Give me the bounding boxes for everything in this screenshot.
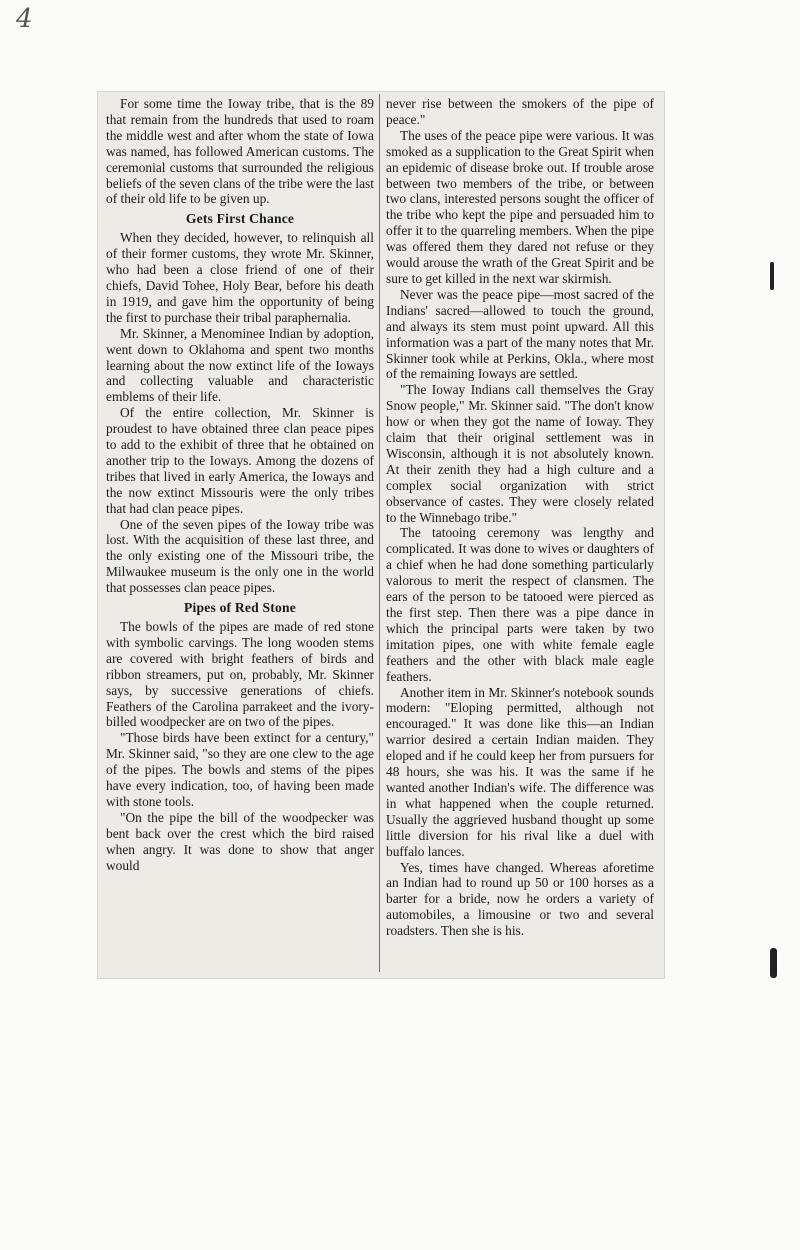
- paragraph: The bowls of the pipes are made of red stone with symbolic carvings. The long wooden stems are covered with bright feathers of birds and ribbon streamers, put on, probably, Mr. Skinner says, by successive generations of chiefs. Feathers of the Carolina parrakeet and the ivory-billed woodpecker are on two of the pipes.: [106, 619, 374, 730]
- newspaper-clipping: [98, 92, 664, 978]
- paragraph: Mr. Skinner, a Menominee Indian by adoption, went down to Oklahoma and spent two months learning about the now extinct life of the Ioways and collecting valuable and characteristic emblems of their life.: [106, 325, 374, 405]
- paragraph: Another item in Mr. Skinner's notebook sounds modern: "Eloping permitted, although not encouraged." It was done like this—an Indian warrior desired a certain Indian maiden. They eloped and if he could keep her from pursuers for 48 hours, she was his. It was the same if he wanted another Indian's wife. The difference was in what happened when the couple returned. Usually the aggrieved husband thought up some little diversion for his rival like a duel with buffalo lances.: [386, 684, 654, 859]
- page-number: 4: [16, 4, 33, 34]
- binding-mark: [770, 262, 774, 290]
- paragraph: "On the pipe the bill of the woodpecker was bent back over the crest which the bird raised when angry. It was done to show that anger would: [106, 809, 374, 873]
- paragraph: "The Ioway Indians call themselves the Gray Snow people," Mr. Skinner said. "The don't know how or when they got the name of Ioway. They claim that their original settlement was in Wisconsin, although it is not absolutely known. At their zenith they had a high culture and a complex social organization with strict observance of castes. They were closely related to the Winnebago tribe.": [386, 382, 654, 525]
- section-heading: Gets First Chance: [185, 211, 295, 227]
- paragraph: "Those birds have been extinct for a century," Mr. Skinner said, "so they are one clew to the age of the pipes. The bowls and stems of the pipes have every indication, too, of having been made with stone tools.: [106, 730, 374, 809]
- paragraph: When they decided, however, to relinquish all of their former customs, they wrote Mr. Skinner, who had been a close friend of one of their chiefs, David Tohee, Holy Bear, before his death in 1919, and gave him the opportunity of being the first to purchase their tribal paraphernalia.: [106, 230, 374, 325]
- right-column: [386, 96, 654, 939]
- section-heading: Pipes of Red Stone: [184, 600, 296, 616]
- paragraph: One of the seven pipes of the Ioway tribe was lost. With the acquisition of these last three, and the only existing one of the Missouri tribe, the Milwaukee museum is the only one in the world that possesses clan peace pipes.: [106, 516, 374, 596]
- left-column: [106, 96, 374, 874]
- paragraph: Of the entire collection, Mr. Skinner is proudest to have obtained three clan peace pipes to add to the exhibit of three that he obtained on another trip to the Ioways. Among the dozens of tribes that lived in early America, the Ioways and the now extinct Missouris were the only tribes that had clan peace pipes.: [106, 405, 374, 516]
- paragraph: Never was the peace pipe—most sacred of the Indians' sacred—allowed to touch the ground, and always its stem must point upward. All this information was a part of the many notes that Mr. Skinner took while at Perkins, Okla., where most of the remaining Ioways are settled.: [386, 286, 654, 382]
- paragraph: The tatooing ceremony was lengthy and complicated. It was done to wives or daughters of a chief when he had done something particularly valorous to merit the respect of clansmen. The ears of the person to be tatooed were pierced as the first step. Then there was a pipe dance in which the principal parts were taken by two imitation pipes, one with white female eagle feathers and the other with black male eagle feathers.: [386, 525, 654, 684]
- paragraph: The uses of the peace pipe were various. It was smoked as a supplication to the Great Spirit when an epidemic of disease broke out. If trouble arose between two members of the tribe, or between two clans, interested persons sought the officer of the tribe who kept the pipe and persuaded him to offer it to the quarreling members. When the pipe was offered them they dared not refuse or they would arouse the wrath of the Great Spirit and be sure to get killed in the next war skirmish.: [386, 127, 654, 286]
- paragraph: For some time the Ioway tribe, that is the 89 that remain from the hundreds that used to roam the middle west and after whom the state of Iowa was named, has followed American customs. The ceremonial customs that surrounded the religious beliefs of the seven clans of the tribe were the last of their old life to be given up.: [106, 96, 374, 207]
- paragraph: never rise between the smokers of the pipe of peace.": [386, 96, 654, 127]
- binding-mark: [770, 948, 777, 978]
- paragraph: Yes, times have changed. Whereas aforetime an Indian had to round up 50 or 100 horses as a barter for a bride, now he orders a variety of automobiles, a limousine or two and several roadsters. Then she is his.: [386, 859, 654, 939]
- column-divider: [379, 94, 380, 972]
